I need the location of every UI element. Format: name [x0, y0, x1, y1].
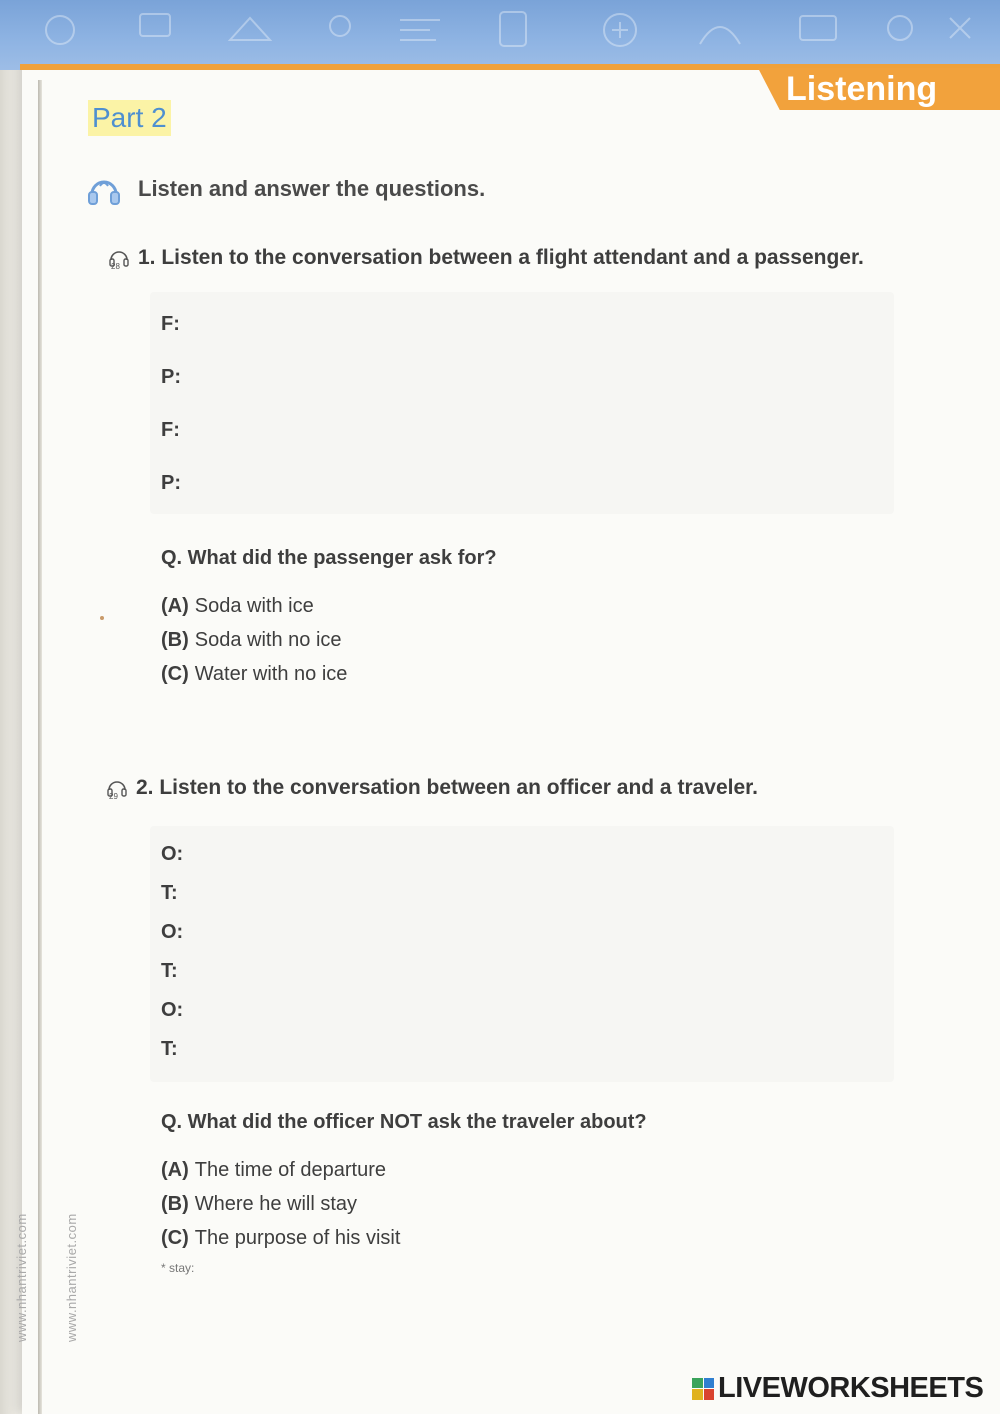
answer-option[interactable]	[161, 1193, 357, 1216]
question-1-prompt: Q. What did the passenger ask for?	[161, 547, 497, 569]
vocabulary-note: * stay:	[161, 1261, 195, 1275]
option-text: Where he will stay	[194, 1193, 358, 1215]
answer-option[interactable]	[161, 1227, 400, 1250]
option-letter: (A)	[161, 1159, 189, 1181]
watermark: www.nhantriviet.com	[14, 1213, 29, 1342]
section-tab-label: Listening	[786, 70, 938, 108]
question-2-title: 2. Listen to the conversation between an officer and a traveler.	[136, 776, 759, 799]
header-doodle-pattern	[0, 0, 1000, 70]
answer-option[interactable]	[161, 1159, 386, 1182]
instruction-text: Listen and answer the questions.	[138, 176, 486, 201]
listening-headphones-icon	[86, 172, 122, 208]
track-number: 29	[109, 792, 118, 801]
dialogue-2-area	[150, 826, 894, 1082]
speaker-label: F:	[161, 419, 180, 441]
option-text: Soda with no ice	[194, 629, 342, 651]
dialogue-1-area	[150, 292, 894, 514]
page-edge	[38, 80, 42, 1414]
part-label: Part 2	[88, 100, 171, 136]
speaker-label: T:	[161, 882, 178, 904]
stray-mark	[100, 616, 104, 620]
option-letter: (A)	[161, 595, 189, 617]
speaker-label: O:	[161, 843, 184, 865]
option-letter: (B)	[161, 629, 189, 651]
speaker-label: P:	[161, 366, 181, 388]
answer-option[interactable]	[161, 663, 347, 686]
watermark: www.nhantriviet.com	[64, 1213, 79, 1342]
option-letter: (C)	[161, 1227, 189, 1249]
liveworksheets-brand	[692, 1372, 983, 1405]
option-text: Water with no ice	[194, 663, 348, 685]
option-text: The time of departure	[194, 1159, 386, 1181]
option-text: The purpose of his visit	[194, 1227, 401, 1249]
liveworksheets-logo-icon	[692, 1378, 714, 1400]
question-2-prompt: Q. What did the officer NOT ask the traveler about?	[161, 1111, 647, 1133]
brand-wordmark: LIVEWORKSHEETS	[718, 1372, 984, 1404]
option-letter: (C)	[161, 663, 189, 685]
speaker-label: T:	[161, 960, 178, 982]
option-text: Soda with ice	[194, 595, 314, 617]
speaker-label: T:	[161, 1038, 178, 1060]
option-letter: (B)	[161, 1193, 189, 1215]
track-number: 28	[111, 262, 120, 271]
speaker-label: F:	[161, 313, 180, 335]
question-1-title: 1. Listen to the conversation between a flight attendant and a passenger.	[138, 246, 864, 269]
answer-option[interactable]	[161, 595, 314, 618]
speaker-label: O:	[161, 999, 184, 1021]
answer-option[interactable]	[161, 629, 342, 652]
speaker-label: O:	[161, 921, 184, 943]
speaker-label: P:	[161, 472, 181, 494]
